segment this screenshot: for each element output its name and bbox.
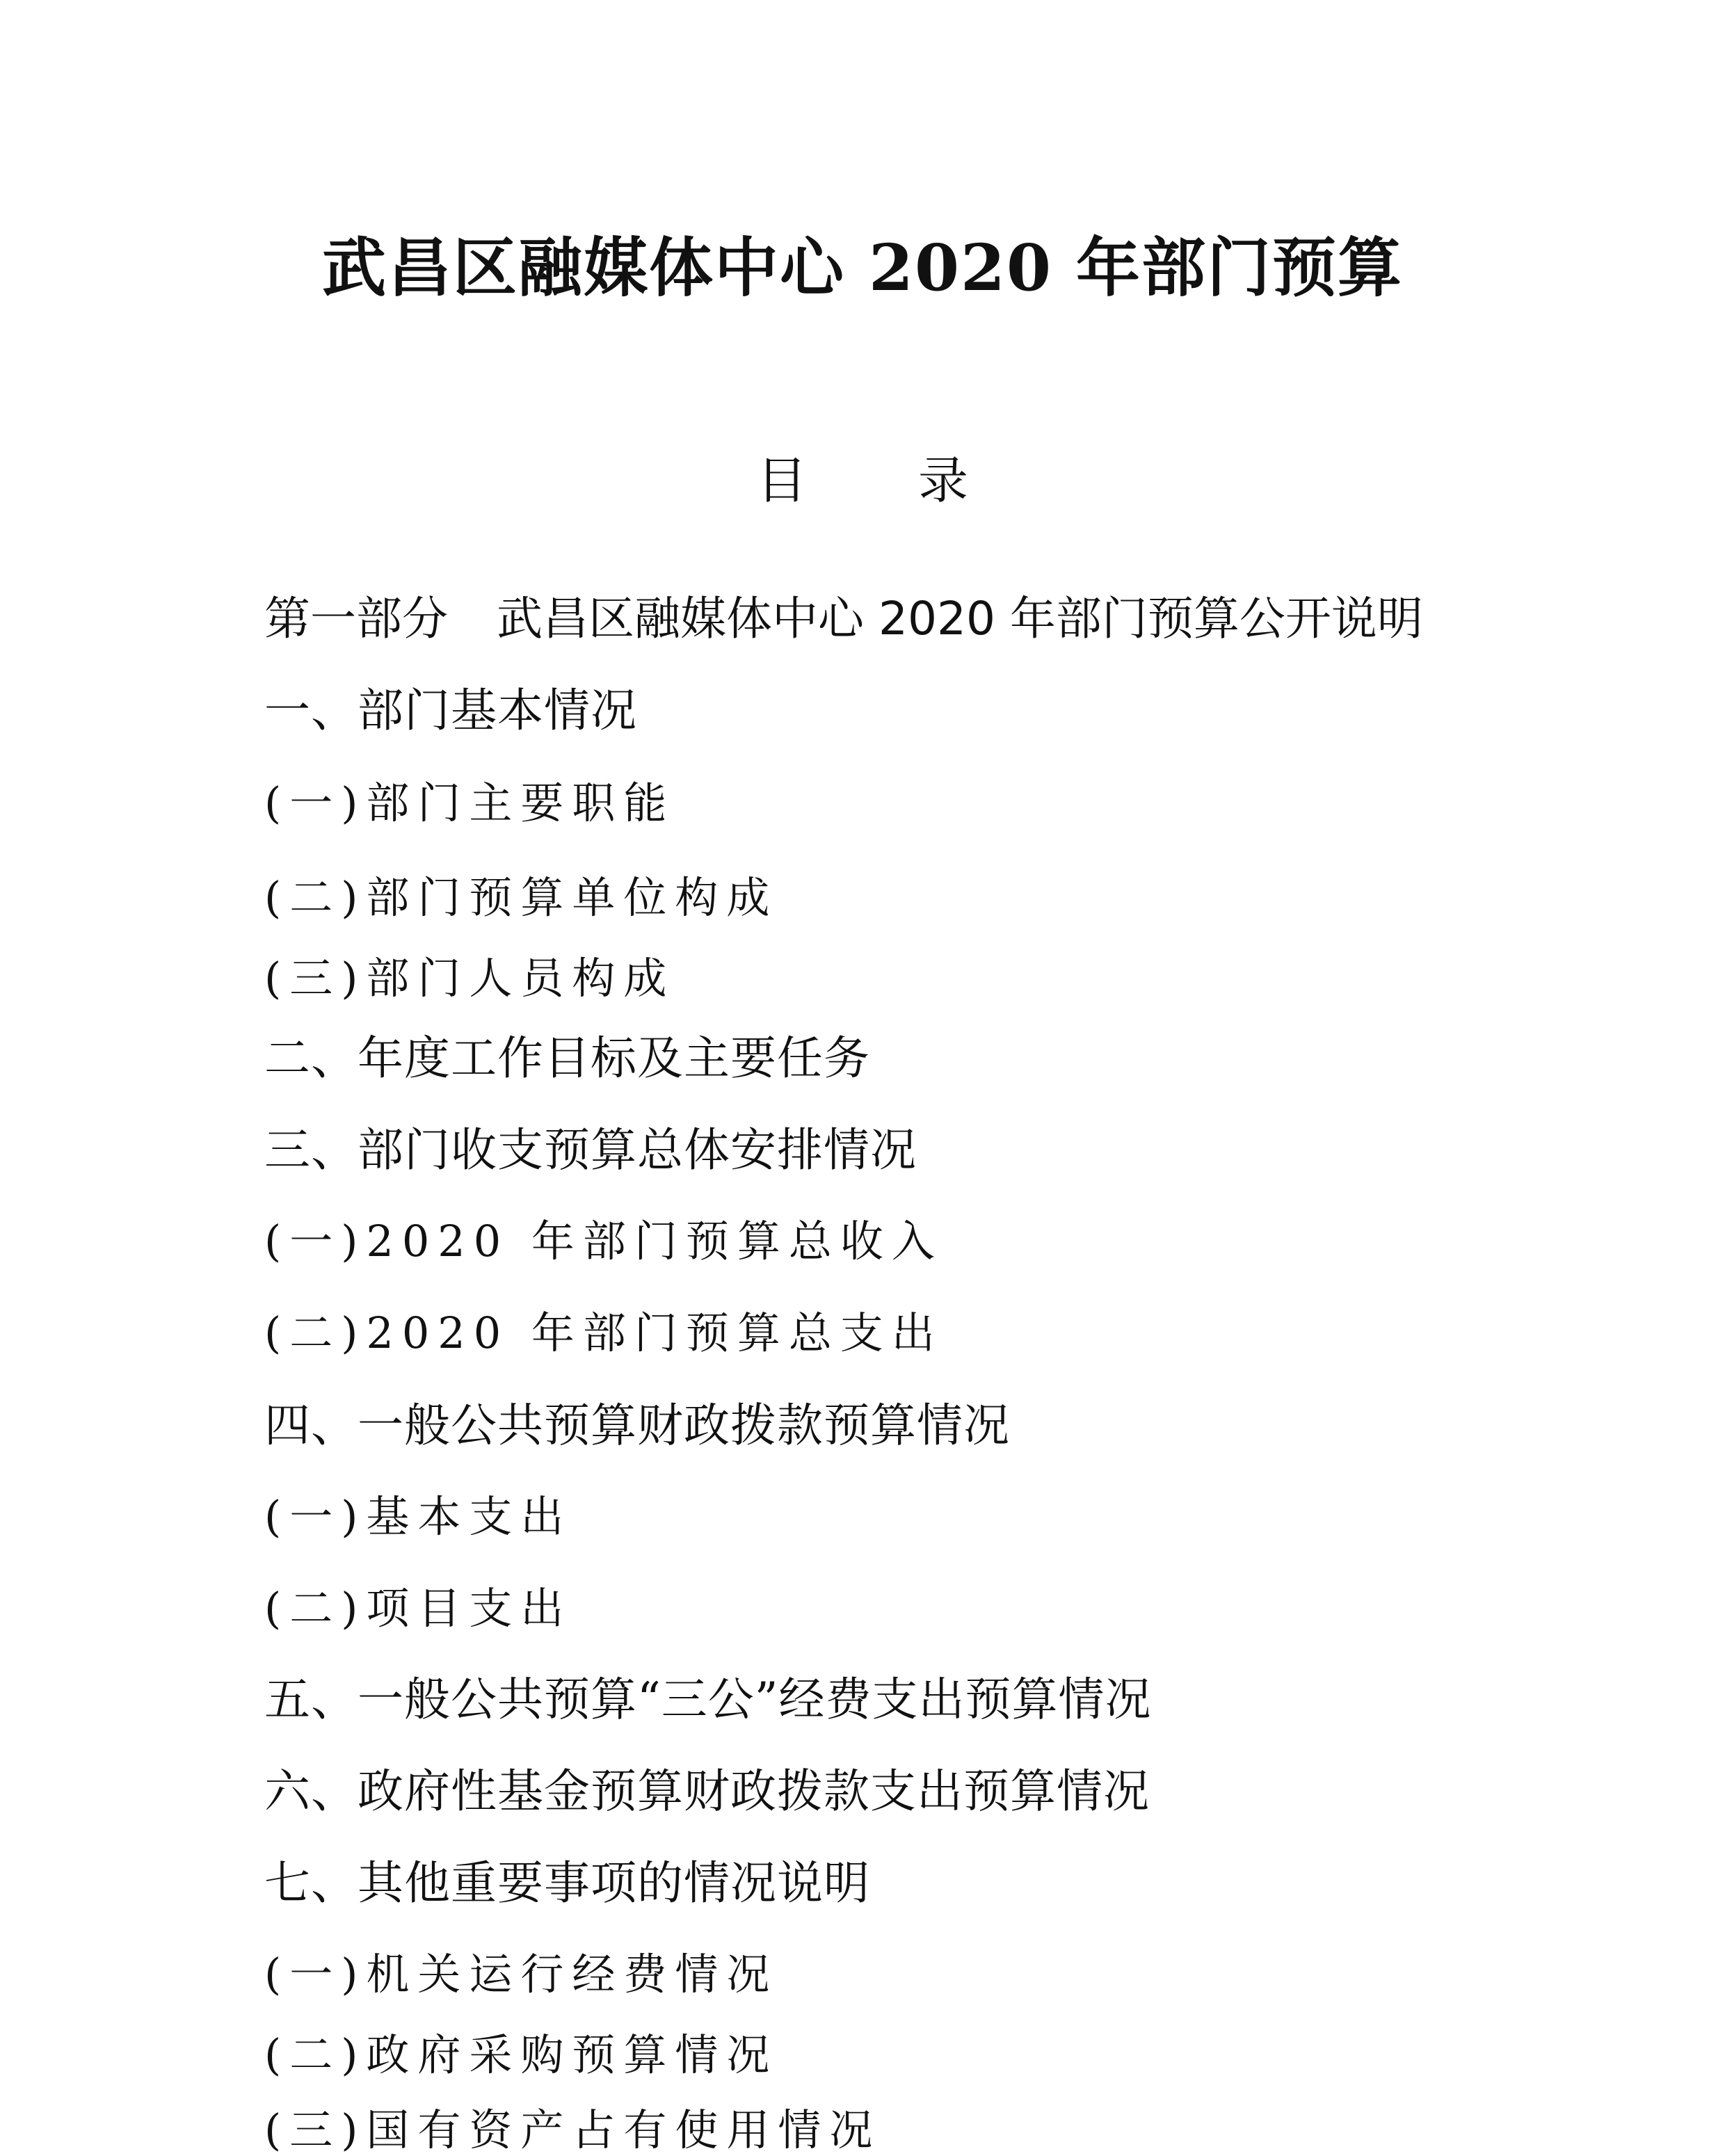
- toc-entry-1-2: (二)部门预算单位构成: [264, 872, 778, 923]
- toc-entry-section-1: 一、部门基本情况: [264, 684, 637, 737]
- toc-entry-section-4: 四、一般公共预算财政拨款预算情况: [264, 1399, 1010, 1452]
- toc-entry-7-1: (一)机关运行经费情况: [264, 1949, 778, 2000]
- toc-entry-3-1: (一)2020 年部门预算总收入: [264, 1216, 943, 1266]
- part-one-text: 武昌区融媒体中心 2020 年部门预算公开说明: [497, 592, 1423, 645]
- part-one-label: 第一部分: [264, 592, 448, 645]
- toc-entry-1-1: (一)部门主要职能: [264, 778, 675, 828]
- toc-entry-section-3: 三、部门收支预算总体安排情况: [264, 1123, 917, 1177]
- toc-entry-7-2: (二)政府采购预算情况: [264, 2029, 778, 2080]
- toc-entry-7-3: (三)国有资产占有使用情况: [264, 2105, 881, 2155]
- toc-entry-3-2: (二)2020 年部门预算总支出: [264, 1308, 943, 1358]
- toc-entry-section-7: 七、其他重要事项的情况说明: [264, 1856, 870, 1910]
- toc-entry-section-2: 二、年度工作目标及主要任务: [264, 1031, 870, 1085]
- toc-entry-1-3: (三)部门人员构成: [264, 953, 675, 1004]
- toc-entry-section-5: 五、一般公共预算“三公”经费支出预算情况: [264, 1673, 1152, 1726]
- toc-entry-section-6: 六、政府性基金预算财政拨款支出预算情况: [264, 1764, 1150, 1818]
- document-title: 武昌区融媒体中心 2020 年部门预算: [321, 230, 1404, 305]
- toc-entry-4-1: (一)基本支出: [264, 1491, 572, 1542]
- toc-heading: 目录: [756, 451, 1080, 510]
- toc-entry-4-2: (二)项目支出: [264, 1583, 572, 1634]
- toc-part-one: [264, 591, 1423, 646]
